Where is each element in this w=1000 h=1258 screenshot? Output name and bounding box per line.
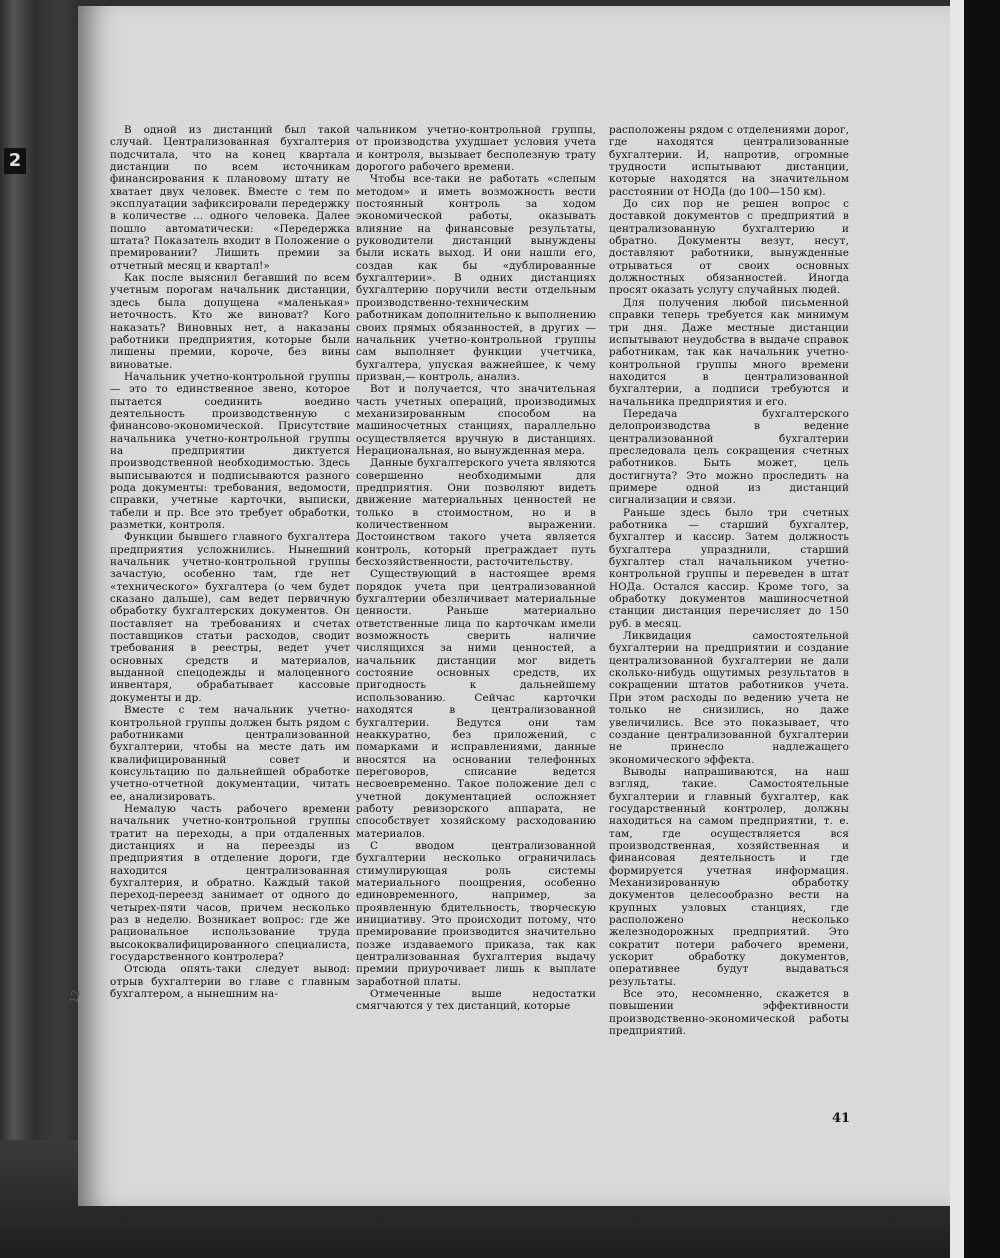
paragraph: Вместе с тем начальник учетно-контрольной группы должен быть рядом с работниками централизованной бухгалтерии, чтобы на месте дать им квалифицированный совет и консультацию по дальнейшей обработке учетно-отчетной документации, читать ее, анализировать.: [110, 704, 350, 803]
scan-right-strip: [950, 0, 1000, 1258]
paragraph: Существующий в настоящее время порядок учета при централизованной бухгалтерии обезличивает материальные ценности. Раньше материально ответственные лица по карточкам имели возможность сверить наличие числящихся за ними ценностей, а начальник дистанции мог видеть состояние основных средств, их пригодность к дальнейшему использованию. Сейчас карточки находятся в централизованной бухгалтерии. Ведутся они там неаккуратно, без приложений, с помарками и исправлениями, данные вносятся на основании телефонных переговоров, списание ведется несвоевременно. Такое положение дел с учетной документацией осложняет работу ревизорского аппарата, не способствует хозяйскому расходованию материалов.: [356, 568, 596, 840]
paragraph: Как после выяснил бегавший по всем учетным порогам начальник дистанции, здесь была допущена «маленькая» неточность. Кто же виноват? Кого наказать? Виновных нет, а наказаны работники предприятия, которые были лишены премии, короче, без вины виноватые.: [110, 272, 350, 371]
paragraph: расположены рядом с отделениями дорог, где находятся централизованные бухгалтерии. И, напротив, огромные трудности испытывают дистанции, которые находятся на значительном расстоянии от НОДа (до 100—150 км).: [609, 124, 849, 198]
paragraph: Данные бухгалтерского учета являются совершенно необходимыми для предприятия. Они позволяют видеть движение материальных ценностей не только в стоимостном, но и в количественном выражении. Достоинством такого учета является контроль, который преграждает путь бесхозяйственности, расточительству.: [356, 457, 596, 569]
page-edge: [950, 0, 964, 1258]
paragraph: Передача бухгалтерского делопроизводства в ведение централизованной бухгалтерии преследовала цель сокращения счетных работников. Быть может, цель достигнута? Это можно проследить на примере одной из дистанций сигнализации и связи.: [609, 407, 849, 507]
paragraph: чальником учетно-контрольной группы, от производства ухудшает условия учета и контроля, вызывает бесполезную трату дорогого рабочего времени.: [356, 124, 596, 174]
text-column-3: [609, 124, 849, 1037]
paragraph: Ликвидация самостоятельной бухгалтерии на предприятии и создание централизованной бухгалтерии не дали сколько-нибудь ощутимых результатов в сокращении штатов работников учета. При этом расходы по ведению учета не только не снизились, но даже увеличились. Все это показывает, что создание централизованной бухгалтерии не принесло надлежащего экономического эффекта.: [609, 630, 849, 766]
margin-tab-marker: 2: [4, 148, 26, 174]
paragraph: Немалую часть рабочего времени начальник учетно-контрольной группы тратит на переходы, а при отдаленных дистанциях и на переезды из предприятия в отделение дороги, где находится централизованная бухгалтерия, и обратно. Каждый такой переход-переезд занимает от одного до четырех-пяти часов, причем несколько раз в неделю. Возникает вопрос: где же рациональное использование труда высококвалифицированного специалиста, государственного контролера?: [110, 802, 350, 964]
text-column-1: [110, 124, 350, 1000]
paragraph: Раньше здесь было три счетных работника — старший бухгалтер, бухгалтер и кассир. Затем должность бухгалтера упразднили, старший бухгалтер стал начальником учетно-контрольной группы и переведен в штат НОДа. Остался кассир. Кроме того, за обработку документов машиносчетной станции дистанция перечисляет до 150 руб. в месяц.: [609, 506, 849, 630]
text-column-2: [356, 124, 596, 1013]
paragraph: Начальник учетно-контрольной группы — это то единственное звено, которое пытается соединить воедино деятельность производственную с финансово-экономической. Присутствие начальника учетно-контрольной группы на предприятии диктуется производственной необходимостью. Здесь выписываются и подписываются разного рода документы: требования, ведомости, справки, учетные карточки, выписки, табели и пр. Все это требует обработки, разметки, контроля.: [110, 370, 350, 531]
page-number: 41: [832, 1111, 851, 1126]
paragraph: До сих пор не решен вопрос с доставкой документов с предприятий в централизованную бухгалтерию и обратно. Документы везут, несут, доставляют работники, вынужденные отрываться от своих основных должностных обязанностей. Иногда просят оказать услугу случайных людей.: [609, 198, 849, 297]
paragraph: Вот и получается, что значительная часть учетных операций, производимых механизированным способом на машиносчетных станциях, параллельно осуществляется вручную в дистанциях. Нерациональная, но вынужденная мера.: [356, 383, 596, 457]
paragraph: Чтобы все-таки не работать «слепым методом» и иметь возможность вести постоянный контроль за ходом экономической работы, оказывать влияние на финансовые результаты, руководители дистанций вынуждены были искать выход. И они нашли его, создав как бы «дублированные бухгалтерии». В одних дистанциях бухгалтерию поручили вести отдельным производственно-техническим работникам дополнительно к выполнению своих прямых обязанностей, в других — начальник учетно-контрольной группы сам выполняет функции учетчика, бухгалтера, упуская важнейшее, к чему призван,— контроль, анализ.: [356, 173, 596, 383]
paragraph: В одной из дистанций был такой случай. Централизованная бухгалтерия подсчитала, что на конец квартала дистанции по всем источникам финансирования к плановому штату не хватает двух человек. Вместе с тем по эксплуатации зафиксировали передержку в количестве ... одного человека. Далее пошло автоматически: «Передержка штата? Показатель входит в Положение о премировании? Лишить премии за отчетный месяц и квартал!»: [110, 124, 350, 272]
paragraph: Для получения любой письменной справки теперь требуется как минимум три дня. Даже местные дистанции испытывают неудобства в выдаче справок работникам, так как начальник учетно-контрольной группы много времени находится в централизованной бухгалтерии, а подписи требуются и начальника предприятия и его.: [609, 296, 849, 408]
paragraph: С вводом централизованной бухгалтерии несколько ограничилась стимулирующая роль системы материального поощрения, особенно единовременного, например, за проявленную бдительность, творческую инициативу. Это происходит потому, что премирование производится значительно позже издаваемого приказа, так как централизованная бухгалтерия выдачу премии приурочивает лишь к выплате заработной платы.: [356, 839, 596, 988]
paragraph: Выводы напрашиваются, на наш взгляд, такие. Самостоятельные бухгалтерии и главный бухгалтер, как государственный контролер, должны находиться на самом предприятии, т. е. там, где осуществляется вся производственная, хозяйственная и финансовая деятельность и где формируется учетная информация. Механизированную обработку документов целесообразно вести на крупных узловых станциях, где расположено несколько железнодорожных предприятий. Это сократит потери рабочего времени, ускорит обработку документов, оперативнее будут выдаваться результаты.: [609, 765, 849, 988]
margin-handwritten-number: 12: [67, 988, 83, 1005]
paragraph: Отсюда опять-таки следует вывод: отрыв бухгалтерии во главе с главным бухгалтером, а нынешним на-: [110, 963, 350, 1001]
paragraph: Отмеченные выше недостатки смягчаются у тех дистанций, которые: [356, 988, 596, 1013]
paragraph: Все это, несомненно, скажется в повышении эффективности производственно-экономической работы предприятий.: [609, 988, 849, 1038]
paragraph: Функции бывшего главного бухгалтера предприятия усложнились. Нынешний начальник учетно-контрольной группы зачастую, особенно там, где нет «технического» бухгалтера (о чем будет сказано дальше), сам ведет первичную обработку бухгалтерских документов. Он поставляет на требованиях и счетах поставщиков статьи расходов, сводит требования в реестры, ведет учет основных средств и материалов, выданной спецодежды и малоценного инвентаря, обрабатывает кассовые документы и др.: [110, 531, 350, 704]
